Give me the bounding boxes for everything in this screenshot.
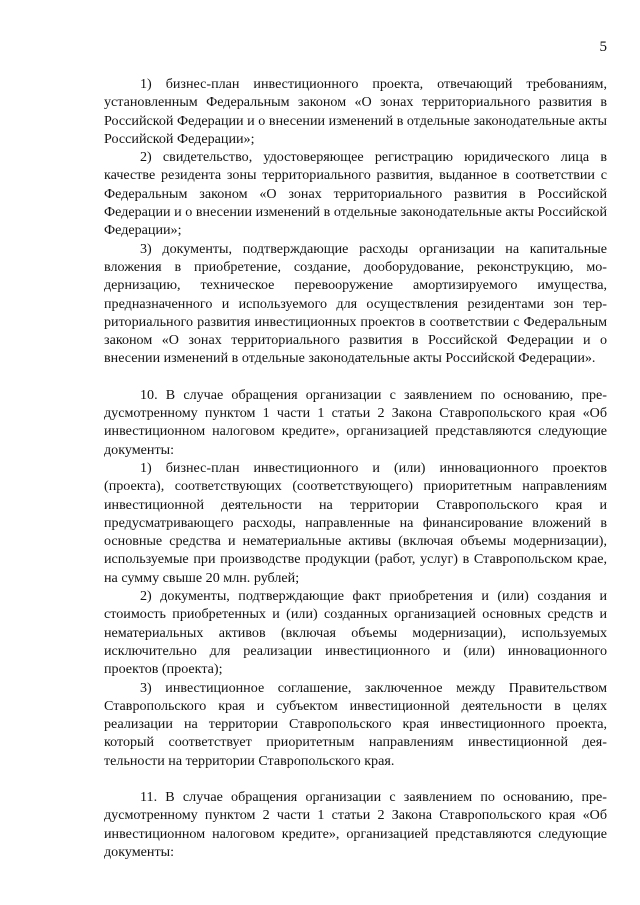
paragraph-clause-11: 11. В случае обращения организации с заявлением по основанию, предусмотренному пунктом 2 части 1 статьи 2 Закона Ставропольского края «Об инвестиционном налоговом кредите», организацией представляются следующие документы: — [104, 788, 607, 860]
paragraph-clause-10-item-3: 3) инвестиционное соглашение, заключенное между Правительством Ставропольского края и субъектом инвестиционной деятельности в целях реализации на территории Ставропольского края инвестиционного проекта, который соответствует приоритетным направлениям инвестиционной деятельности на территории Ставропольского края. — [104, 679, 607, 769]
paragraph-item-3-expense-documents: 3) документы, подтверждающие расходы организации на капитальные вложения в приобретение, создание, дооборудование, реконструкцию, модернизацию, техническое перевооружение амортизируемого имущества, предназначенного и используемого для осуществления резидентами зон территориального развития инвестиционных проектов в соответствии с Федеральным законом «О зонах территориального развития в Российской Федерации и о внесении изменений в отдельные законодательные акты Российской Федерации». — [104, 240, 607, 367]
document-body — [104, 75, 607, 861]
paragraph-item-2-certificate: 2) свидетельство, удостоверяющее регистрацию юридического лица в качестве резидента зоны территориального развития, выданное в соответствии с Федеральным законом «О зонах территориального развития в Российской Федерации и о внесении изменений в отдельные законодательные акты Российской Федерации»; — [104, 149, 607, 239]
paragraph-clause-10-item-1: 1) бизнес-план инвестиционного и (или) инновационного проектов (проекта), соответствующих (соответствующего) приоритетным направлениям инвестиционной деятельности на территории Ставропольского края и предусматривающего расходы, направленные на финансирование вложений в основные средства и нематериальные активы (включая объемы модернизации), используемые при производстве продукции (работ, услуг) в Ставропольском крае, на сумму свыше 20 млн. рублей; — [104, 459, 607, 586]
paragraph-clause-10: 10. В случае обращения организации с заявлением по основанию, предусмотренному пунктом 1 части 1 статьи 2 Закона Ставропольского края «Об инвестиционном налоговом кредите», организацией представляются следующие документы: — [104, 386, 607, 458]
page-number: 5 — [599, 39, 607, 55]
paragraph-clause-10-item-2: 2) документы, подтверждающие факт приобретения и (или) создания и стоимость приобретенных и (или) созданных организацией основных средств и нематериальных активов (включая объемы модернизации), используемых исключительно для реализации инвестиционного и (или) инновационного проектов (проекта); — [104, 588, 607, 678]
paragraph-item-1-business-plan: 1) бизнес-план инвестиционного проекта, отвечающий требованиям, установленным Федеральным законом «О зонах территориального развития в Российской Федерации и о внесении изменений в отдельные законодательные акты Российской Федерации»; — [104, 76, 607, 147]
